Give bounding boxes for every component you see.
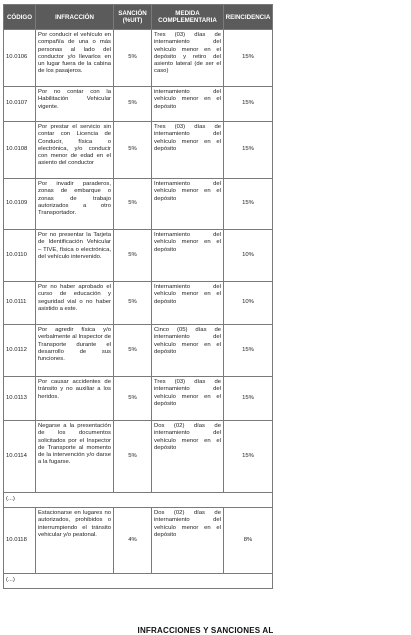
table-row [4, 325, 273, 377]
cell-medida: Tres (03) días de internamiento del vehículo menor en el depósito y retiro del asiento lateral (de ser el caso) [152, 30, 224, 87]
cell-medida: Tres (03) días de internamiento del vehículo menor en el depósito [152, 122, 224, 179]
cell-sancion: 5% [114, 230, 152, 282]
header-reincidencia: REINCIDENCIA [224, 5, 273, 30]
cell-reincidencia: 8% [224, 508, 273, 574]
cell-reincidencia: 10% [224, 230, 273, 282]
header-codigo: CÓDIGO [4, 5, 36, 30]
cell-medida: Cinco (05) días de internamiento del vehículo menor en el depósito [152, 325, 224, 377]
cell-sancion: 5% [114, 30, 152, 87]
cell-code: 10.0110 [4, 230, 36, 282]
cell-medida: Internamiento del vehículo menor en el depósito [152, 230, 224, 282]
cell-code: 10.0109 [4, 179, 36, 230]
cell-reincidencia: 15% [224, 30, 273, 87]
cell-reincidencia: 15% [224, 87, 273, 122]
infractions-table-container [3, 4, 272, 589]
table-row [4, 377, 273, 421]
header-infraccion: INFRACCIÓN [36, 5, 114, 30]
cell-infraccion: Por conducir el vehículo en compañía de una o más personas al lado del conductor y/o llevarlos en un lugar fuera de la cabina de los pasajeros. [36, 30, 114, 87]
cell-infraccion: Por invadir paraderos, zonas de embarque o zonas de trabajo autorizados a otro Transportador. [36, 179, 114, 230]
cell-sancion: 5% [114, 87, 152, 122]
cell-medida: Tres (03) días de internamiento del vehículo menor en el depósito [152, 377, 224, 421]
cell-medida: Internamiento del vehículo menor en el depósito [152, 282, 224, 325]
cell-reincidencia: 15% [224, 421, 273, 493]
cell-sancion: 5% [114, 377, 152, 421]
cell-code: 10.0107 [4, 87, 36, 122]
header-sancion: SANCIÓN (%UIT) [114, 5, 152, 30]
cell-code: 10.0108 [4, 122, 36, 179]
header-medida: MEDIDA COMPLEMENTARIA [152, 5, 224, 30]
cell-code: 10.0111 [4, 282, 36, 325]
cell-medida: Internamiento del vehículo menor en el depósito [152, 179, 224, 230]
cell-reincidencia: 15% [224, 122, 273, 179]
ellipsis-row [4, 493, 273, 508]
table-row [4, 421, 273, 493]
ellipsis-cell: (...) [4, 493, 273, 508]
cell-sancion: 5% [114, 282, 152, 325]
cell-code: 10.0106 [4, 30, 36, 87]
infractions-table [3, 4, 273, 589]
ellipsis-cell: (...) [4, 574, 273, 589]
cell-medida: Dos (02) días de internamiento del vehículo menor en el depósito [152, 421, 224, 493]
table-row [4, 179, 273, 230]
table-row [4, 282, 273, 325]
cell-infraccion: Por no contar con la Habilitación Vehicular vigente. [36, 87, 114, 122]
cell-sancion: 5% [114, 179, 152, 230]
cell-infraccion: Estacionarse en lugares no autorizados, prohibidos o interrumpiendo el tránsito vehicular y/o peatonal. [36, 508, 114, 574]
cell-infraccion: Negarse a la presentación de los documentos solicitados por el Inspector de Transporte al momento de la intervención y/o darse a la fugarse. [36, 421, 114, 493]
cell-reincidencia: 15% [224, 377, 273, 421]
cell-infraccion: Por no presentar la Tarjeta de Identificación Vehicular – TIVE, física o electrónica, del vehículo intervenido. [36, 230, 114, 282]
cell-infraccion: Por causar accidentes de tránsito y no auxiliar a los heridos. [36, 377, 114, 421]
cell-code: 10.0114 [4, 421, 36, 493]
table-header-row [4, 5, 273, 30]
cell-reincidencia: 15% [224, 325, 273, 377]
table-row [4, 508, 273, 574]
cell-reincidencia: 10% [224, 282, 273, 325]
cell-sancion: 4% [114, 508, 152, 574]
table-row [4, 87, 273, 122]
cell-infraccion: Por prestar el servicio sin contar con Licencia de Conducir, física o electrónica, y/o conducir con menor de edad en el asiento del conductor [36, 122, 114, 179]
table-row [4, 230, 273, 282]
cell-medida: internamiento del vehículo menor en el depósito [152, 87, 224, 122]
ellipsis-row [4, 574, 273, 589]
cell-infraccion: Por no haber aprobado el curso de educación y seguridad vial o no haber asistido a este. [36, 282, 114, 325]
cell-reincidencia: 15% [224, 179, 273, 230]
cell-code: 10.0112 [4, 325, 36, 377]
cell-code: 10.0118 [4, 508, 36, 574]
cell-medida: Dos (02) días de internamiento del vehículo menor en el depósito [152, 508, 224, 574]
section-title: INFRACCIONES Y SANCIONES AL [137, 626, 274, 635]
cell-infraccion: Por agredir física y/o verbalmente al Inspector de Transporte durante el desarrollo de sus funciones. [36, 325, 114, 377]
cell-sancion: 5% [114, 122, 152, 179]
cell-sancion: 5% [114, 325, 152, 377]
table-row [4, 122, 273, 179]
table-row [4, 30, 273, 87]
cell-code: 10.0113 [4, 377, 36, 421]
cell-sancion: 5% [114, 421, 152, 493]
